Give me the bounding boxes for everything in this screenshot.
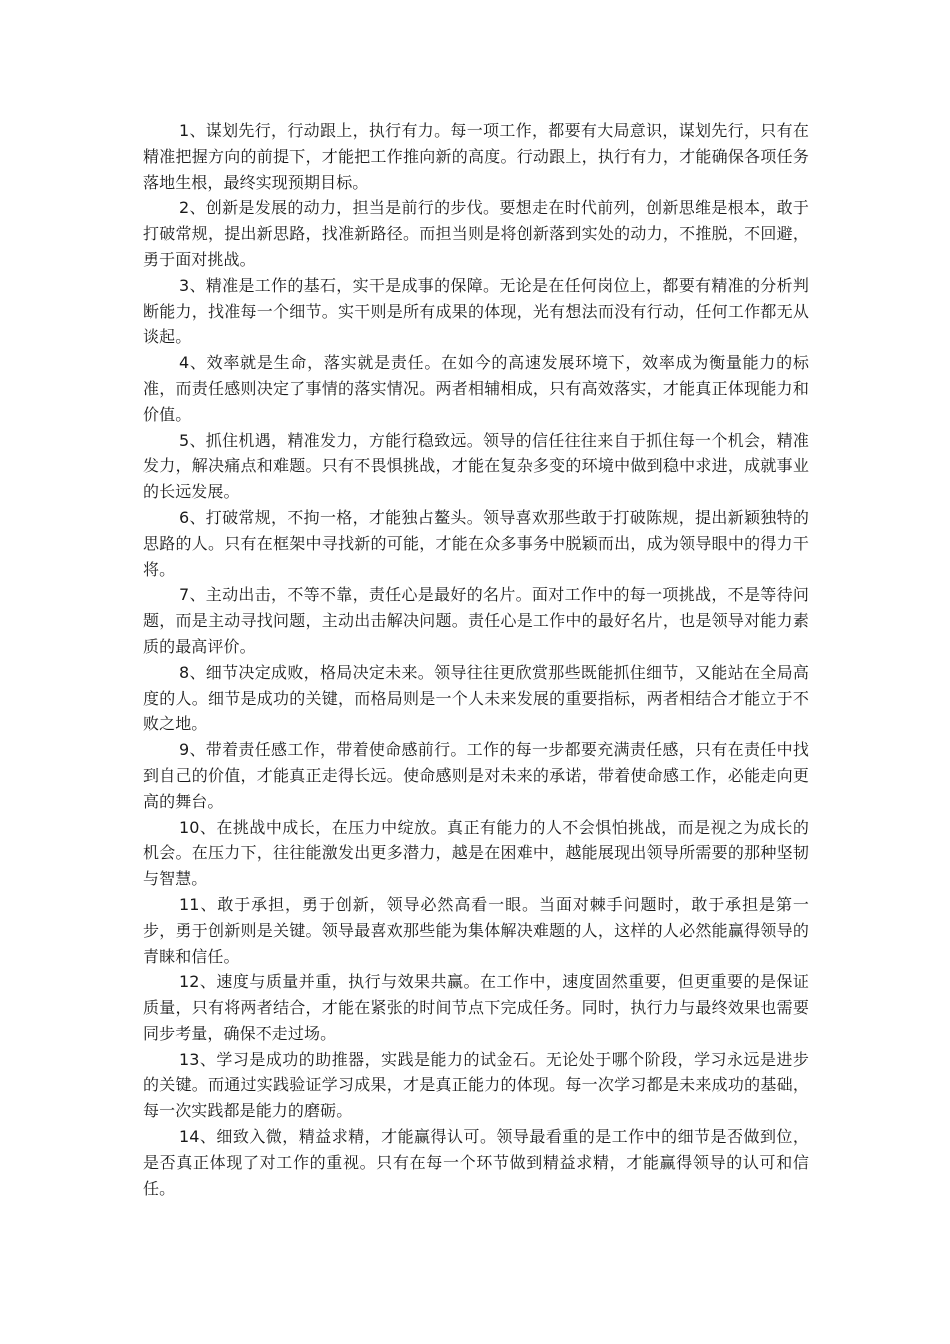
- paragraph-10: 10、在挑战中成长，在压力中绽放。真正有能力的人不会惧怕挑战，而是视之为成长的机会。在压力下，往往能激发出更多潜力，越是在困难中，越能展现出领导所需要的那种坚韧与智慧。: [143, 817, 809, 889]
- paragraph-7: 7、主动出击，不等不靠，责任心是最好的名片。面对工作中的每一项挑战，不是等待问题，而是主动寻找问题，主动出击解决问题。责任心是工作中的最好名片，也是领导对能力素质的最高评价。: [143, 585, 809, 656]
- document-body: [143, 118, 809, 1201]
- paragraph-12: 12、速度与质量并重，执行与效果共赢。在工作中，速度固然重要，但更重要的是保证质量，只有将两者结合，才能在紧张的时间节点下完成任务。同时，执行力与最终效果也需要同步考量，确保不走过场。: [143, 972, 809, 1043]
- paragraph-9: 9、带着责任感工作，带着使命感前行。工作的每一步都要充满责任感，只有在责任中找到自己的价值，才能真正走得长远。使命感则是对未来的承诺，带着使命感工作，必能走向更高的舞台。: [143, 740, 809, 811]
- paragraph-13: 13、学习是成功的助推器，实践是能力的试金石。无论处于哪个阶段，学习永远是进步的关键。而通过实践验证学习成果，才是真正能力的体现。每一次学习都是未来成功的基础，每一次实践都是能力的磨砺。: [143, 1049, 809, 1121]
- paragraph-1: 1、谋划先行，行动跟上，执行有力。每一项工作，都要有大局意识，谋划先行，只有在精准把握方向的前提下，才能把工作推向新的高度。行动跟上，执行有力，才能确保各项任务落地生根，最终实现预期目标。: [143, 121, 809, 192]
- paragraph-2: 2、创新是发展的动力，担当是前行的步伐。要想走在时代前列，创新思维是根本，敢于打破常规，提出新思路，找准新路径。而担当则是将创新落到实处的动力，不推脱，不回避，勇于面对挑战。: [143, 198, 809, 269]
- paragraph-8: 8、细节决定成败，格局决定未来。领导往往更欣赏那些既能抓住细节，又能站在全局高度的人。细节是成功的关键，而格局则是一个人未来发展的重要指标，两者相结合才能立于不败之地。: [143, 662, 809, 734]
- paragraph-5: 5、抓住机遇，精准发力，方能行稳致远。领导的信任往往来自于抓住每一个机会，精准发力，解决痛点和难题。只有不畏惧挑战，才能在复杂多变的环境中做到稳中求进，成就事业的长远发展。: [143, 430, 809, 502]
- paragraph-6: 6、打破常规，不拘一格，才能独占鳌头。领导喜欢那些敢于打破陈规，提出新颖独特的思路的人。只有在框架中寻找新的可能，才能在众多事务中脱颖而出，成为领导眼中的得力干将。: [143, 507, 809, 579]
- paragraph-3: 3、精准是工作的基石，实干是成事的保障。无论是在任何岗位上，都要有精准的分析判断能力，找准每一个细节。实干则是所有成果的体现，光有想法而没有行动，任何工作都无从谈起。: [143, 275, 809, 347]
- paragraph-14: 14、细致入微，精益求精，才能赢得认可。领导最看重的是工作中的细节是否做到位，是否真正体现了对工作的重视。只有在每一个环节做到精益求精，才能赢得领导的认可和信任。: [143, 1127, 809, 1198]
- paragraph-11: 11、敢于承担，勇于创新，领导必然高看一眼。当面对棘手问题时，敢于承担是第一步，勇于创新则是关键。领导最喜欢那些能为集体解决难题的人，这样的人必然能赢得领导的青睐和信任。: [143, 894, 809, 966]
- paragraph-4: 4、效率就是生命，落实就是责任。在如今的高速发展环境下，效率成为衡量能力的标准，而责任感则决定了事情的落实情况。两者相辅相成，只有高效落实，才能真正体现能力和价值。: [143, 353, 809, 424]
